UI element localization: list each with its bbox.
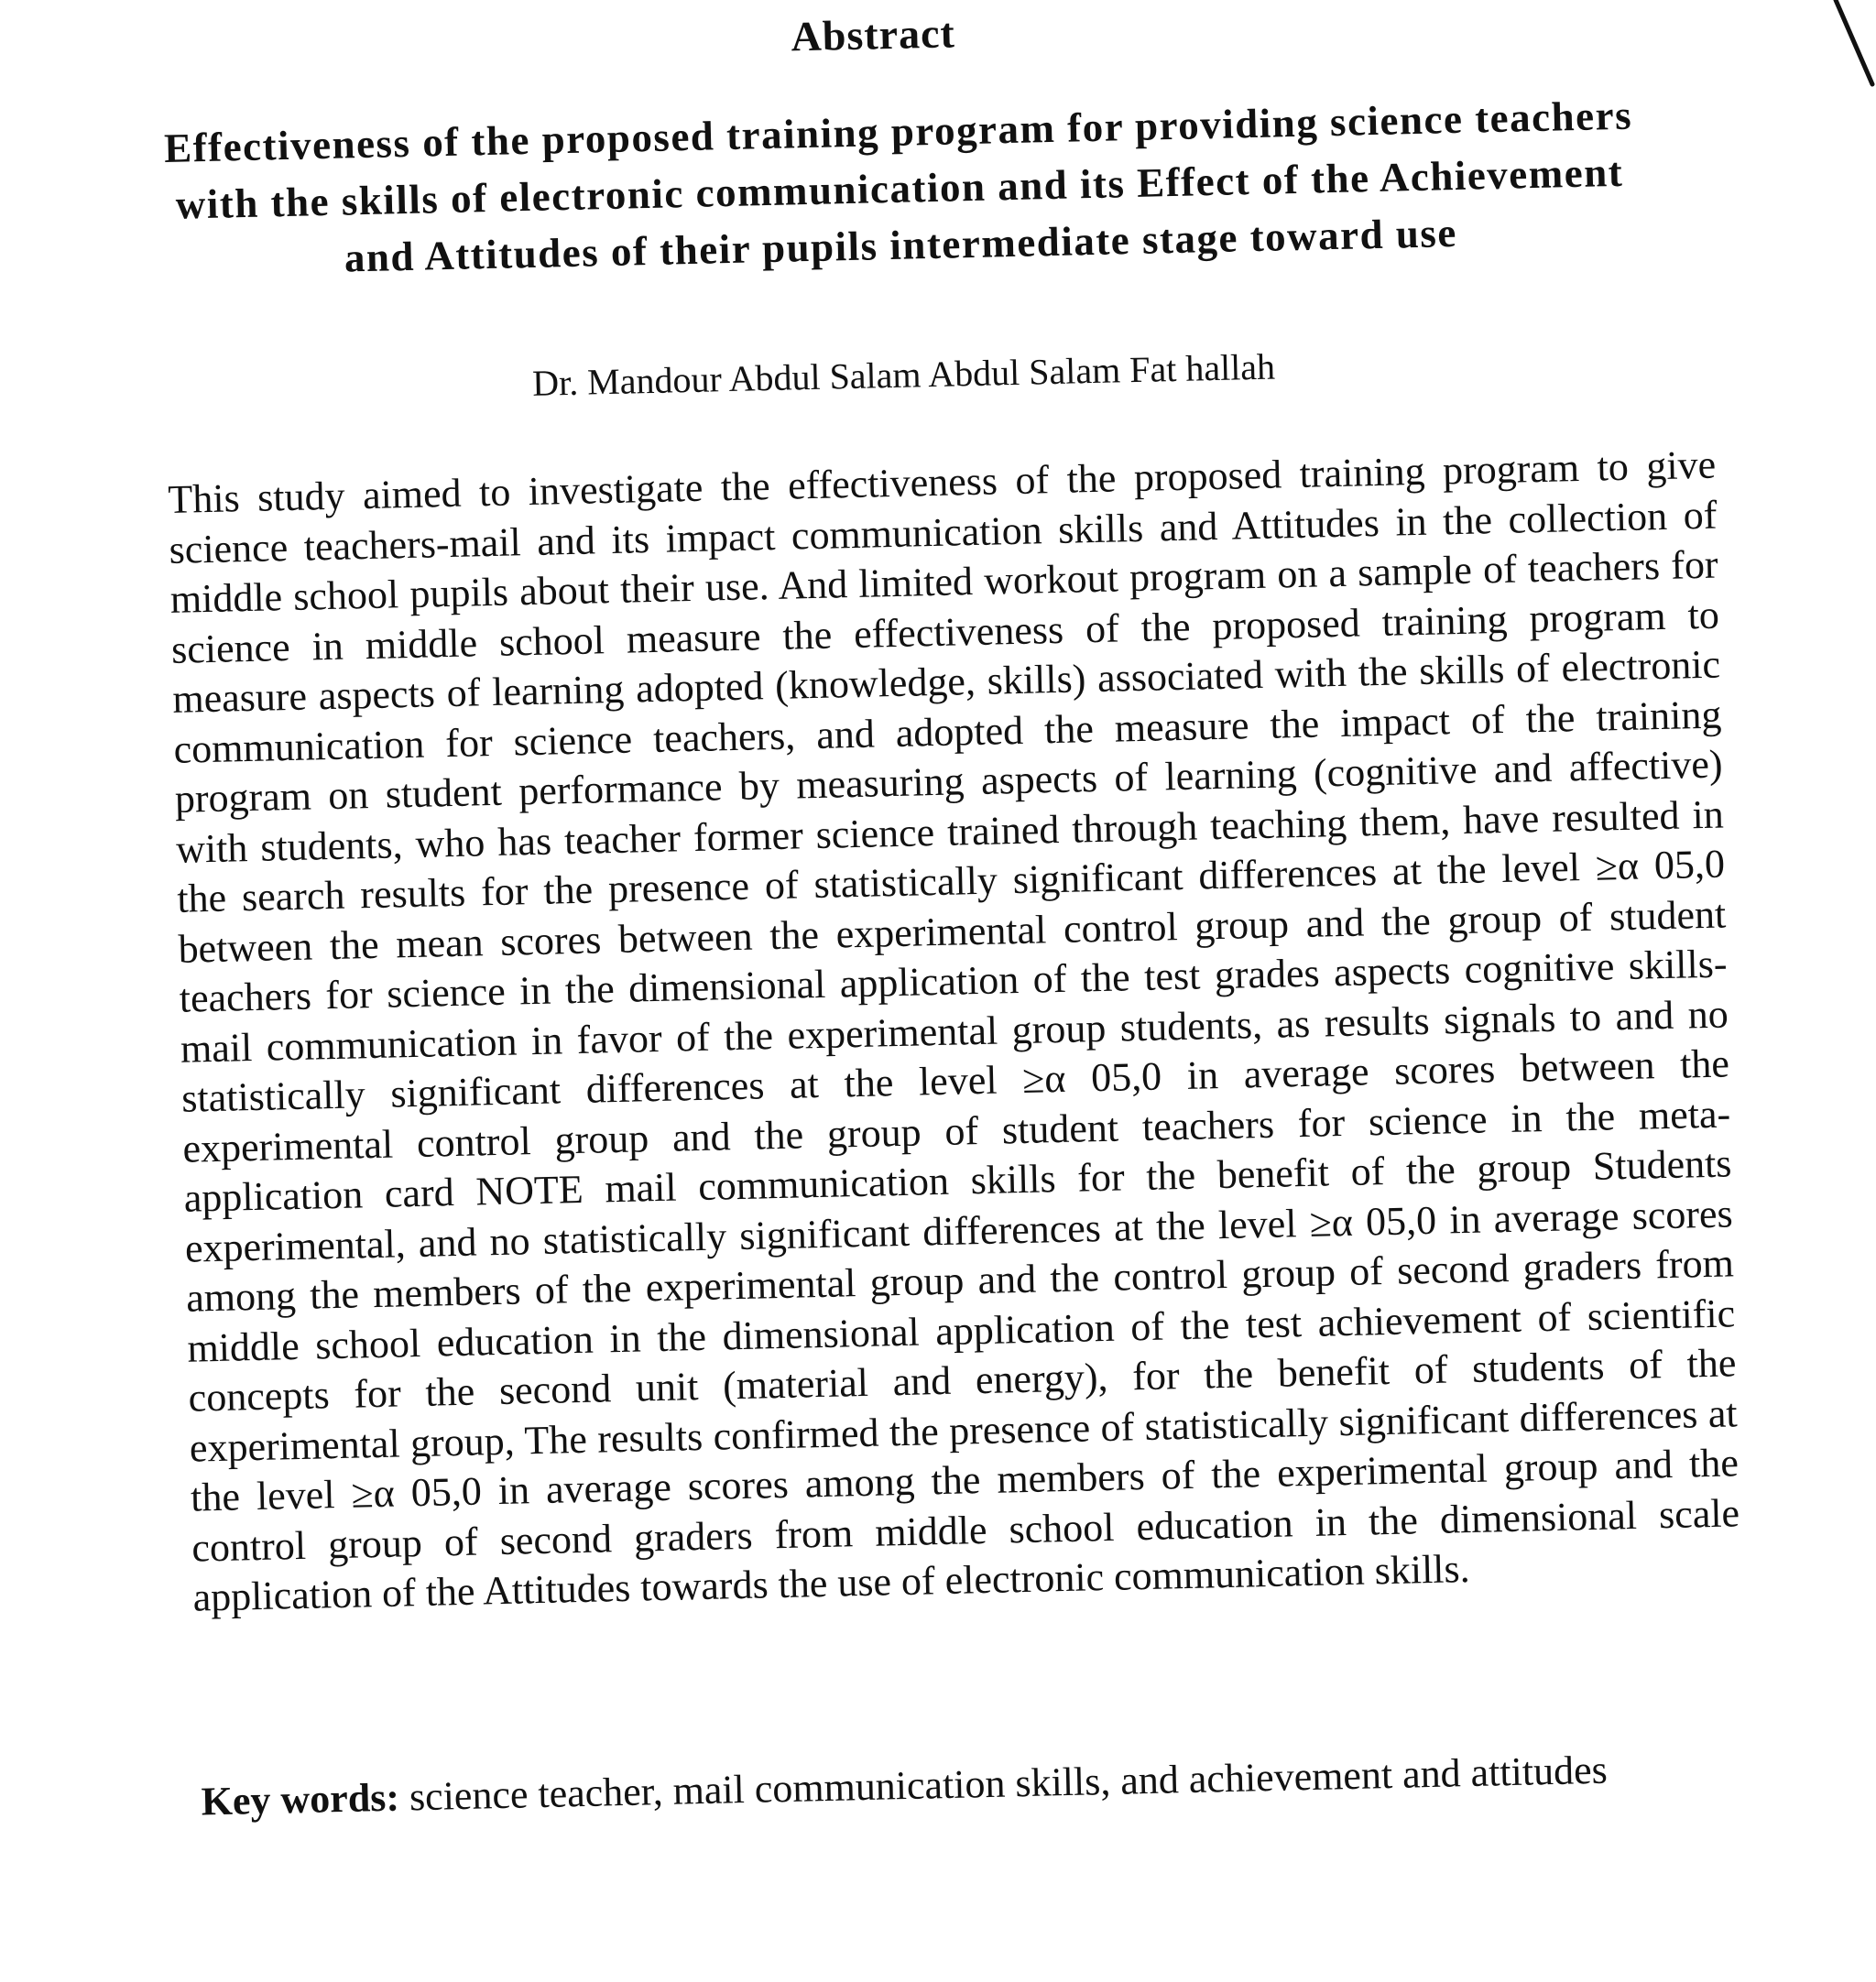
keywords-label: Key words: <box>201 1774 400 1824</box>
keywords-text: science teacher, mail communication skills, and achievement and attitudes <box>409 1747 1609 1820</box>
author-name: Dr. Mandour Abdul Salam Abdul Salam Fat hallah <box>531 345 1276 404</box>
abstract-body: This study aimed to investigate the effectiveness of the proposed training program to give science teachers-mail and its impact communication skills and Attitudes in the collection of middle school pupils about their use. And limited workout program on a sample of teachers for science in middle school measure the effectiveness of the proposed training program to measure aspects of learning adopted (knowledge, skills) associated with the skills of electronic communication for science teachers, and adopted the measure the impact of the training program on student performance by measuring aspects of learning (cognitive and affective) with students, who has teacher former science trained through teaching them, have resulted in the search results for the presence of statistically significant differences at the level ≥α 05,0 between the mean scores between the experimental control group and the group of student teachers for science in the dimensional application of the test grades aspects cognitive skills-mail communication in favor of the experimental group students, as results signals to and no statistically significant differences at the level ≥α 05,0 in average scores between the experimental control group and the group of student teachers for science in the meta-application card NOTE mail communication skills for the benefit of the group Students experimental, and no statistically significant differences at the level ≥α 05,0 in average scores among the members of the experimental group and the control group of second graders from middle school education in the dimensional application of the test achievement of scientific concepts for the second unit (material and energy), for the benefit of students of the experimental group, The results confirmed the presence of statistically significant differences at the level ≥α 05,0 in average scores among the members of the experimental group and the control group of second graders from middle school education in the dimensional scale application of the Attitudes towards the use of electronic communication skills. <box>167 441 1740 1620</box>
scan-edge-mark <box>1832 0 1876 92</box>
abstract-heading: Abstract <box>791 9 956 60</box>
paper-title: Effectiveness of the proposed training program for providing science teachers with the skills of electronic communication and its Effect of the Achievement and Attitudes of their pupils intermediate stage toward use <box>163 92 1633 281</box>
keywords <box>201 1740 1750 1828</box>
